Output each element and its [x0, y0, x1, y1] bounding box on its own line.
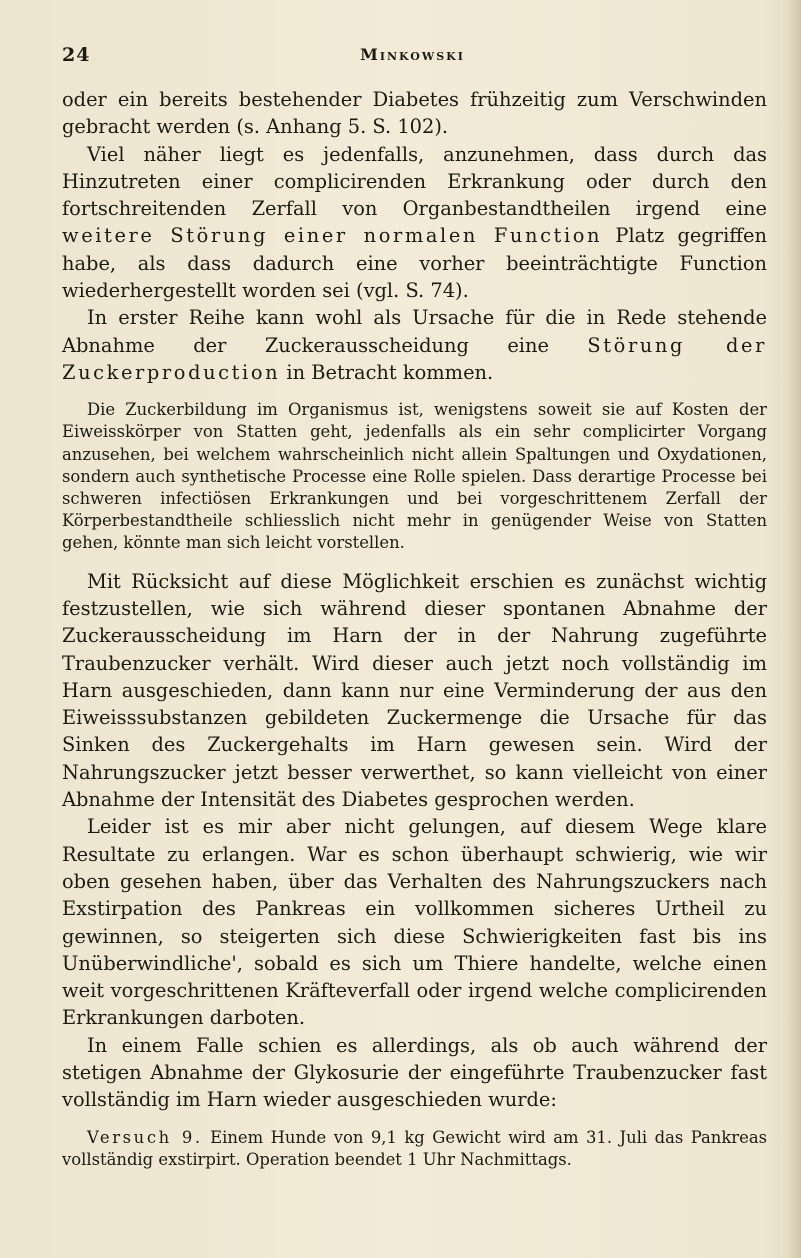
- small-print-2-text: Einem Hunde von 9,1 kg Gewicht wird am 31. Juli das Pankreas vollständig exstirpirt. Operation beendet 1 Uhr Nachmittags.: [62, 1127, 767, 1169]
- paragraph-2-after: Platz gegriffen habe, als dass dadurch eine vorher beeinträchtigte Function wiederhergestellt worden sei (vgl. S. 74).: [62, 224, 768, 303]
- paragraph-6-text: In einem Falle schien es allerdings, als ob auch während der stetigen Abnahme der Glykosurie der eingeführte Traubenzucker fast vollständig im Harn wieder ausgeschieden wurde:: [62, 1033, 767, 1112]
- paragraph-2-before: Viel näher liegt es jedenfalls, anzunehmen, dass durch das Hinzutreten einer complicirenden Erkrankung oder durch den fortschreitenden Zerfall von Organbestandtheilen irgend eine: [62, 142, 767, 221]
- paragraph-4: [62, 568, 767, 814]
- paragraph-3-before: In erster Reihe kann wohl als Ursache für die in Rede stehende Abnahme der Zuckerausscheidung eine: [62, 306, 767, 357]
- experiment-label: Versuch 9.: [87, 1127, 203, 1147]
- running-head: Minkowski: [360, 45, 465, 64]
- paragraph-1-text: oder ein bereits bestehender Diabetes frühzeitig zum Verschwinden gebracht werden (s. Anhang 5. S. 102).: [62, 88, 767, 139]
- small-print-1-text: Die Zuckerbildung im Organismus ist, wenigstens soweit sie auf Kosten der Eiweisskörper von Statten geht, jedenfalls als ein sehr complicirter Vorgang anzusehen, bei welchem wahrscheinlich nicht allein Spaltungen und Oxydationen, sondern auch synthetische Processe eine Rolle spielen. Dass derartige Processe bei schweren infectiösen Erkrankungen und bei vorgeschrittenem Zerfall der Körperbestandtheile schliesslich nicht mehr in genügender Weise von Statten gehen, könnte man sich leicht vorstellen.: [62, 400, 767, 553]
- paragraph-5-text: Leider ist es mir aber nicht gelungen, auf diesem Wege klare Resultate zu erlangen. War es schon überhaupt schwierig, wie wir oben gesehen haben, über das Verhalten des Nahrungszuckers nach Exstirpation des Pankreas ein vollkommen sicheres Urtheil zu gewinnen, so steigerten sich diese Schwierigkeiten fast bis ins Unüberwindliche', sobald es sich um Thiere handelte, welche einen weit vorgeschrittenen Kräfteverfall oder irgend welche complicirenden Erkrankungen darboten.: [62, 815, 767, 1030]
- small-print-paragraph-1: [62, 399, 767, 554]
- paragraph-5: [62, 813, 767, 1031]
- paragraph-4-text: Mit Rücksicht auf diese Möglichkeit erschien es zunächst wichtig festzustellen, wie sich während dieser spontanen Abnahme der Zuckerausscheidung im Harn der in der Nahrung zugeführte Traubenzucker verhält. Wird dieser auch jetzt noch vollständig im Harn ausgeschieden, dann kann nur eine Verminderung der aus den Eiweisssubstanzen gebildeten Zuckermenge die Ursache für das Sinken des Zuckergehalts im Harn gewesen sein. Wird der Nahrungszucker jetzt besser verwerthet, so kann vielleicht von einer Abnahme der Intensität des Diabetes gesprochen werden.: [62, 569, 767, 812]
- page-edge-shadow: [787, 0, 801, 1258]
- paragraph-3-after: in Betracht kommen.: [280, 360, 494, 384]
- page-body: [62, 86, 767, 1171]
- paragraph-3: [62, 304, 767, 386]
- small-print-paragraph-2: [62, 1127, 767, 1171]
- page-header: [62, 44, 763, 68]
- paragraph-6: [62, 1032, 767, 1114]
- paragraph-2: [62, 141, 767, 305]
- paragraph-3-emphasis: Störung der Zuckerproduction: [62, 333, 767, 384]
- paragraph-1: [62, 86, 767, 141]
- paragraph-2-emphasis: weitere Störung einer normalen Function: [62, 224, 603, 248]
- page-number: 24: [62, 44, 91, 66]
